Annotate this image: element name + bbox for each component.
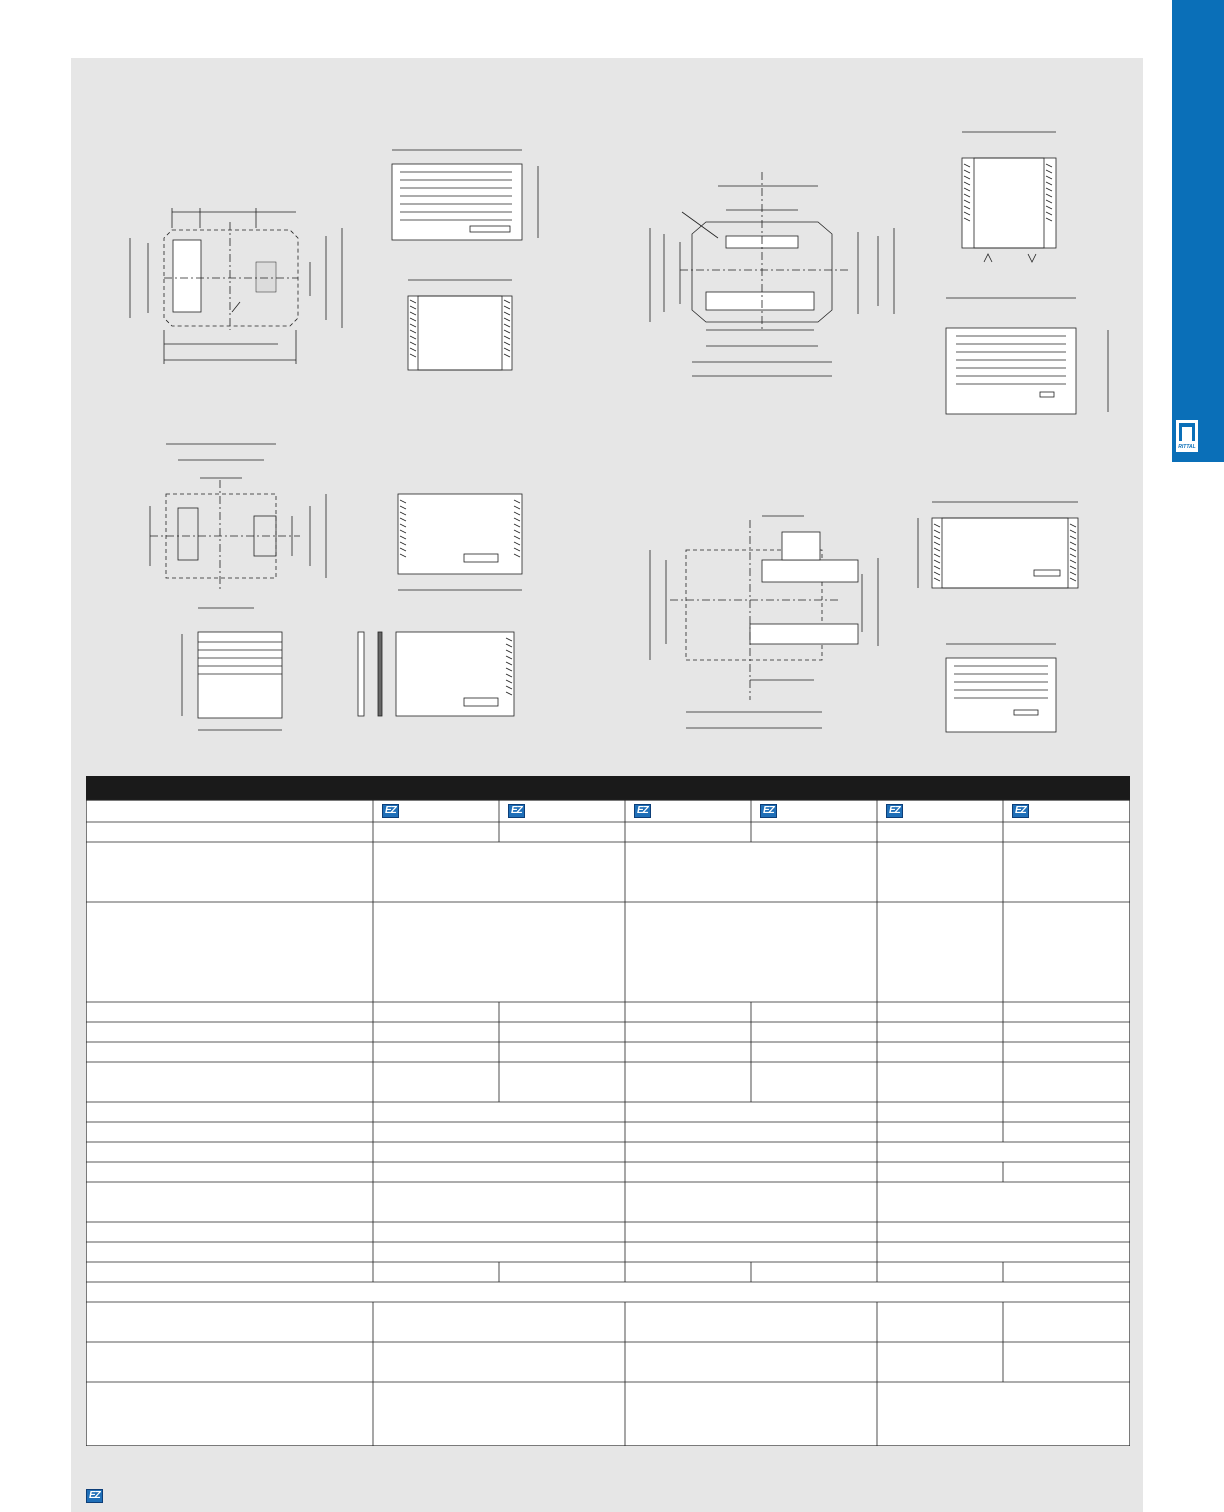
- model-badge-6: EZ: [1012, 804, 1029, 818]
- model-badge-2: EZ: [508, 804, 525, 818]
- drawing-front-unit-a: [392, 150, 538, 370]
- spec-table-model-row: [86, 776, 1130, 822]
- footer-badge: EZ: [86, 1489, 103, 1503]
- drawing-cutout-c: [150, 444, 326, 608]
- drawing-cutout-a: [130, 208, 342, 364]
- drawing-unit-c: [182, 494, 522, 730]
- model-badge-5: EZ: [886, 804, 903, 818]
- spec-table: [86, 776, 1130, 1446]
- drawing-unit-d: [918, 502, 1078, 732]
- drawing-unit-b: [946, 132, 1108, 414]
- logo-text: RITTAL: [1178, 444, 1196, 450]
- drawing-cutout-b: [650, 172, 894, 376]
- model-badge-1: EZ: [382, 804, 399, 818]
- model-badge-3: EZ: [634, 804, 651, 818]
- drawing-cutout-d: [650, 516, 878, 728]
- model-badge-4: EZ: [760, 804, 777, 818]
